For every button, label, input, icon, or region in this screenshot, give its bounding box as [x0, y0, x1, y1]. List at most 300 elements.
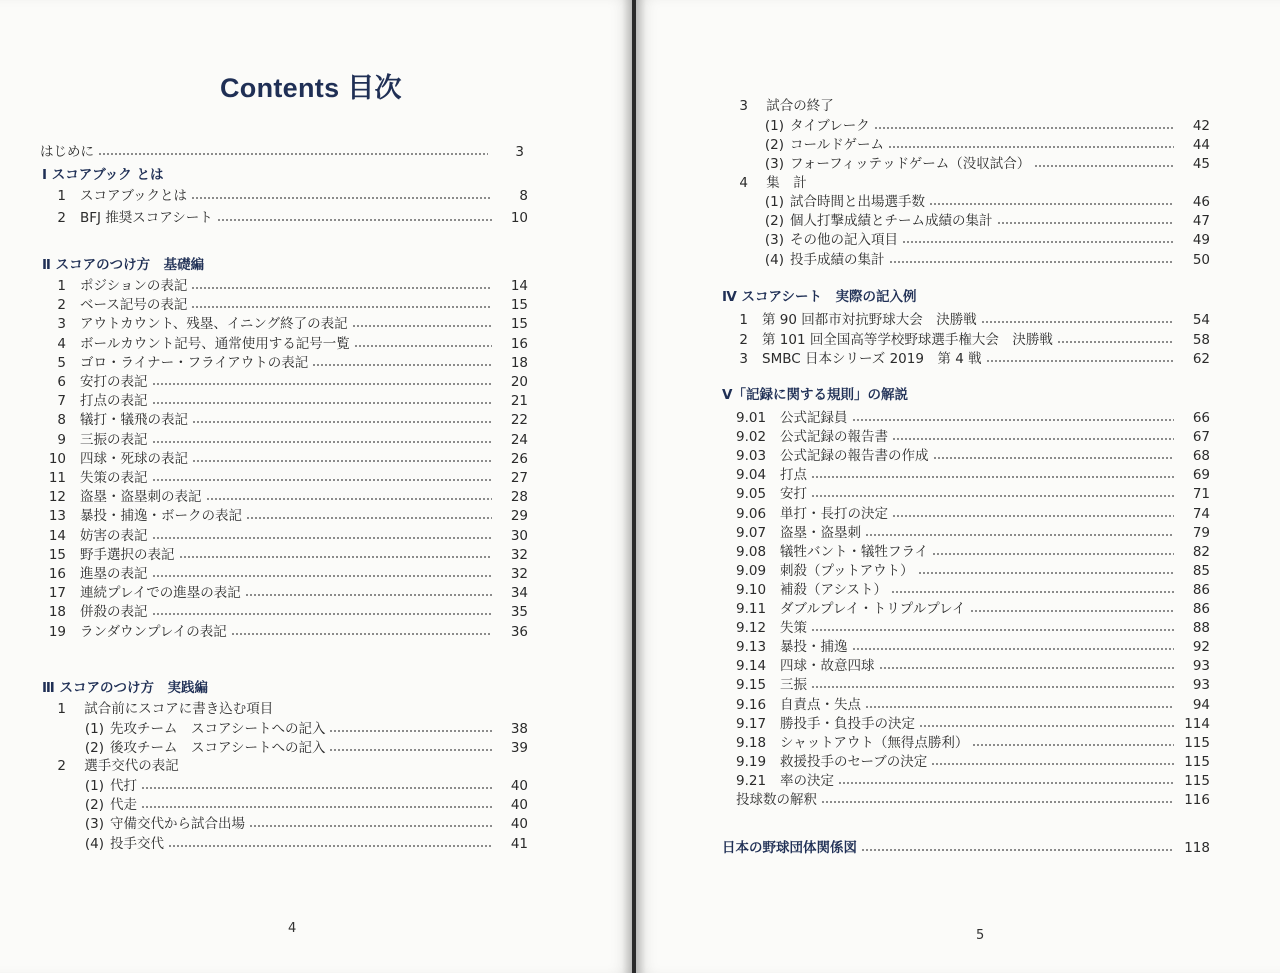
- toc-label: 連続プレイでの進塁の表記: [80, 585, 241, 602]
- toc-number: 9.14: [736, 658, 767, 675]
- toc-number: 9.03: [736, 448, 767, 465]
- toc-number: (1): [764, 118, 784, 134]
- page-number: 5: [976, 928, 985, 943]
- toc-entry: [736, 524, 1210, 543]
- toc-label: 暴投・捕逸・ボークの表記: [80, 508, 242, 525]
- leader-dots: [874, 127, 1174, 129]
- toc-page: 118: [1184, 840, 1210, 856]
- toc-page: 27: [510, 470, 528, 486]
- toc-number: 9: [57, 431, 66, 448]
- toc-entry: [760, 251, 1210, 270]
- toc-entry: [736, 428, 1210, 447]
- leader-dots: [191, 306, 492, 308]
- toc-entry: [40, 373, 528, 392]
- toc-number: (2): [764, 137, 784, 154]
- toc-label: ランダウンプレイの表記: [80, 623, 227, 640]
- toc-entry: [736, 447, 1210, 466]
- leader-dots: [838, 782, 1174, 784]
- toc-number: 9.21: [736, 772, 767, 789]
- leader-dots: [141, 806, 492, 808]
- toc-number: (3): [764, 232, 784, 249]
- toc-entry: [736, 619, 1210, 638]
- toc-label: 先攻チーム スコアシートへの記入: [110, 721, 326, 737]
- toc-entry: [736, 331, 1210, 350]
- toc-entry: [40, 623, 528, 642]
- toc-page: 46: [1192, 194, 1210, 210]
- toc-number: 2: [57, 758, 66, 774]
- leader-dots: [352, 325, 492, 327]
- toc-entry: [40, 277, 528, 296]
- toc-number: 13: [48, 508, 66, 525]
- toc-label: スコアブックとは: [80, 188, 188, 204]
- toc-label: 代打: [110, 778, 137, 794]
- leader-dots: [852, 419, 1175, 421]
- leader-dots: [891, 591, 1174, 593]
- toc-entry: [40, 507, 528, 526]
- leader-dots: [191, 197, 492, 199]
- toc-number: 9.11: [736, 601, 767, 617]
- toc-label: 試合の終了: [766, 98, 834, 114]
- toc-page: 3: [515, 144, 524, 160]
- toc-entry: [736, 505, 1210, 524]
- toc-group-1: [40, 700, 273, 719]
- toc-number: 2: [739, 331, 748, 348]
- leader-dots: [168, 845, 492, 847]
- toc-number: (1): [84, 721, 104, 737]
- leader-dots: [152, 537, 493, 539]
- toc-page: 42: [1192, 118, 1210, 134]
- toc-entry: [40, 546, 528, 565]
- leader-dots: [191, 287, 492, 289]
- toc-page: 67: [1192, 429, 1210, 446]
- leader-dots: [152, 441, 493, 443]
- toc-page: 32: [510, 546, 528, 563]
- toc-label: 公式記録の報告書の作成: [780, 448, 929, 465]
- toc-entry: [80, 796, 528, 815]
- toc-page: 36: [510, 623, 528, 640]
- toc-page: 21: [510, 393, 528, 410]
- toc-number: (1): [84, 778, 104, 794]
- leader-dots: [98, 153, 488, 155]
- leader-dots: [249, 825, 492, 827]
- toc-entry: [736, 409, 1210, 428]
- toc-label: 犠牲バント・犠牲フライ: [780, 543, 929, 560]
- toc-label: ボールカウント記号、通常使用する記号一覧: [80, 335, 350, 352]
- leader-dots: [811, 686, 1174, 688]
- leader-dots: [931, 763, 1174, 765]
- toc-number: 9.17: [736, 715, 767, 732]
- toc-entry: [40, 392, 528, 411]
- toc-number: 15: [48, 546, 66, 563]
- toc-number: (2): [84, 740, 104, 757]
- toc-page: 44: [1192, 137, 1210, 154]
- toc-page: 86: [1192, 581, 1210, 598]
- toc-label: 盗塁・盗塁刺: [780, 524, 861, 541]
- toc-label: 投球数の解釈: [736, 792, 817, 808]
- toc-page: 88: [1192, 620, 1210, 637]
- toc-page: 93: [1192, 658, 1210, 675]
- leader-dots: [192, 421, 492, 423]
- toc-entry: [40, 450, 528, 469]
- toc-label: はじめに: [40, 144, 94, 160]
- leader-dots: [879, 667, 1175, 669]
- leader-dots: [179, 556, 493, 558]
- toc-page: 69: [1192, 467, 1210, 484]
- toc-number: 9.09: [736, 562, 767, 579]
- toc-label: 選手交代の表記: [84, 758, 179, 774]
- leader-dots: [206, 498, 493, 500]
- toc-label: ベース記号の表記: [80, 297, 188, 314]
- toc-label: 公式記録員: [780, 410, 848, 426]
- toc-entry: [40, 209, 528, 228]
- toc-number: 9.16: [736, 696, 767, 713]
- toc-label: 個人打撃成績とチーム成績の集計: [790, 213, 993, 230]
- toc-label: コールドゲーム: [790, 137, 884, 154]
- leader-dots: [1034, 165, 1174, 167]
- section-heading-5: Ⅴ「記録に関する規則」の解説: [722, 387, 908, 403]
- toc-page: 10: [510, 210, 528, 226]
- toc-number: 18: [48, 604, 66, 621]
- toc-page: 62: [1192, 351, 1210, 367]
- toc-entry: [736, 311, 1210, 330]
- toc-label: 進塁の表記: [80, 566, 148, 582]
- leader-dots: [892, 438, 1174, 440]
- toc-number: (3): [764, 156, 784, 173]
- toc-page: 14: [510, 278, 528, 294]
- toc-label: 犠打・犠飛の表記: [80, 412, 188, 429]
- toc-number: (4): [764, 251, 784, 268]
- toc-entry-intro: [40, 143, 524, 162]
- toc-label: 野手選択の表記: [80, 546, 175, 563]
- toc-entry: [736, 466, 1210, 485]
- toc-label: 補殺（アシスト）: [780, 581, 888, 598]
- toc-page: 35: [510, 604, 528, 621]
- toc-group-4: [736, 174, 807, 193]
- toc-label: シャットアウト（無得点勝利）: [780, 734, 969, 751]
- toc-page: 28: [510, 489, 528, 506]
- leader-dots: [888, 146, 1174, 148]
- toc-number: (3): [84, 816, 104, 833]
- toc-page: 71: [1192, 486, 1210, 503]
- toc-page: 40: [510, 778, 528, 794]
- leader-dots: [152, 402, 493, 404]
- leader-dots: [329, 749, 492, 751]
- toc-entry: [760, 136, 1210, 155]
- toc-label: 守備交代から試合出場: [110, 816, 245, 833]
- toc-group-3: [736, 97, 834, 116]
- toc-number: 1: [739, 312, 748, 328]
- toc-number: 5: [57, 354, 66, 371]
- toc-page: 20: [510, 374, 528, 390]
- toc-number: 9.06: [736, 505, 767, 522]
- leader-dots: [312, 364, 492, 366]
- toc-number: 19: [48, 623, 66, 640]
- toc-page: 82: [1192, 543, 1210, 560]
- leader-dots: [970, 610, 1175, 612]
- toc-label: 安打: [780, 486, 807, 503]
- toc-label: ポジションの表記: [80, 278, 188, 294]
- toc-page: 115: [1184, 772, 1210, 789]
- toc-entry: [736, 638, 1210, 657]
- toc-entry: [80, 720, 528, 739]
- toc-entry: [736, 485, 1210, 504]
- toc-page: 32: [510, 566, 528, 582]
- toc-number: 9.13: [736, 639, 767, 656]
- toc-page: 24: [510, 431, 528, 448]
- leader-dots: [231, 633, 492, 635]
- leader-dots: [245, 594, 492, 596]
- toc-label: 打点の表記: [80, 393, 148, 410]
- toc-label: その他の記入項目: [790, 232, 898, 249]
- toc-entry-organization-chart: [722, 839, 1210, 858]
- toc-label: 試合時間と出場選手数: [790, 194, 925, 210]
- section-heading-2: Ⅱ スコアのつけ方 基礎編: [42, 257, 205, 273]
- leader-dots: [152, 575, 493, 577]
- toc-page: 116: [1184, 792, 1210, 808]
- gutter-shadow: [636, 0, 646, 973]
- toc-entry: [736, 734, 1210, 753]
- toc-number: 9.02: [736, 429, 767, 446]
- toc-label: 第 101 回全国高等学校野球選手権大会 決勝戦: [762, 331, 1053, 348]
- toc-page: 41: [510, 835, 528, 852]
- toc-page: 26: [510, 450, 528, 467]
- toc-number: (1): [764, 194, 784, 210]
- toc-page: 115: [1184, 734, 1210, 751]
- toc-entry: [40, 527, 528, 546]
- toc-page: 45: [1192, 156, 1210, 173]
- toc-entry: [40, 565, 528, 584]
- toc-number: 9.10: [736, 581, 767, 598]
- toc-number: (2): [764, 213, 784, 230]
- toc-number: 4: [57, 335, 66, 352]
- toc-label: 三振: [780, 677, 807, 694]
- toc-label: 安打の表記: [80, 374, 148, 390]
- toc-number: 10: [48, 450, 66, 467]
- leader-dots: [981, 321, 1174, 323]
- leader-dots: [933, 457, 1175, 459]
- contents-title: Contents 目次: [220, 73, 402, 103]
- toc-page: 18: [510, 354, 528, 371]
- leader-dots: [152, 383, 493, 385]
- toc-entry: [760, 231, 1210, 250]
- toc-number: 11: [48, 470, 66, 486]
- leader-dots: [972, 744, 1174, 746]
- toc-number: 9.01: [736, 410, 767, 426]
- section-heading-3: Ⅲ スコアのつけ方 実践編: [42, 680, 208, 696]
- toc-label: 投手成績の集計: [790, 251, 885, 268]
- toc-number: 9.04: [736, 467, 767, 484]
- toc-page: 8: [519, 188, 528, 204]
- toc-number: 3: [739, 351, 748, 367]
- toc-number: 1: [57, 278, 66, 294]
- toc-number: 2: [57, 210, 66, 226]
- toc-number: 14: [48, 527, 66, 544]
- leader-dots: [354, 345, 492, 347]
- leader-dots: [986, 360, 1174, 362]
- toc-entry: [80, 815, 528, 834]
- toc-entry: [40, 335, 528, 354]
- toc-entry: [40, 411, 528, 430]
- toc-entry: [736, 350, 1210, 369]
- leader-dots: [152, 479, 493, 481]
- leader-dots: [811, 629, 1174, 631]
- toc-entry: [40, 296, 528, 315]
- toc-label: 盗塁・盗塁刺の表記: [80, 489, 202, 506]
- leader-dots: [329, 730, 492, 732]
- section-heading-4: Ⅳ スコアシート 実際の記入例: [722, 289, 917, 305]
- toc-entry: [40, 603, 528, 622]
- leader-dots: [932, 553, 1174, 555]
- toc-label: 打点: [780, 467, 807, 484]
- toc-number: (2): [84, 797, 104, 814]
- toc-entry-pitch-count: [736, 791, 1210, 810]
- toc-label: 四球・故意四球: [780, 658, 875, 675]
- toc-page: 22: [510, 412, 528, 429]
- toc-entry: [40, 431, 528, 450]
- section-heading-1: Ⅰ スコアブック とは: [42, 167, 164, 183]
- toc-page: 68: [1192, 448, 1210, 465]
- toc-number: 9.08: [736, 543, 767, 560]
- toc-label: 試合前にスコアに書き込む項目: [84, 701, 274, 717]
- left-page: [0, 0, 632, 973]
- leader-dots: [811, 476, 1174, 478]
- toc-number: 9.07: [736, 524, 767, 541]
- toc-entry: [736, 562, 1210, 581]
- leader-dots: [902, 241, 1174, 243]
- toc-entry: [736, 676, 1210, 695]
- toc-number: 6: [57, 374, 66, 390]
- leader-dots: [919, 725, 1174, 727]
- toc-number: 9.12: [736, 620, 767, 637]
- toc-number: 4: [739, 175, 748, 191]
- toc-page: 58: [1192, 331, 1210, 348]
- toc-number: 3: [739, 98, 748, 114]
- leader-dots: [865, 706, 1174, 708]
- toc-page: 34: [510, 585, 528, 602]
- toc-page: 30: [510, 527, 528, 544]
- toc-page: 54: [1192, 312, 1210, 328]
- toc-page: 74: [1192, 505, 1210, 522]
- toc-page: 15: [510, 297, 528, 314]
- leader-dots: [1057, 341, 1174, 343]
- toc-entry: [40, 354, 528, 373]
- gutter-shadow: [622, 0, 632, 973]
- toc-page: 115: [1184, 753, 1210, 770]
- toc-entry: [80, 835, 528, 854]
- toc-number: 9.15: [736, 677, 767, 694]
- toc-entry: [40, 488, 528, 507]
- toc-entry: [760, 117, 1210, 136]
- leader-dots: [141, 787, 492, 789]
- toc-label: 公式記録の報告書: [780, 429, 888, 446]
- toc-label: 刺殺（プットアウト）: [780, 562, 914, 579]
- toc-page: 94: [1192, 696, 1210, 713]
- toc-group-2: [40, 757, 179, 776]
- toc-entry: [760, 193, 1210, 212]
- toc-entry: [760, 155, 1210, 174]
- toc-entry: [736, 543, 1210, 562]
- leader-dots: [929, 203, 1174, 205]
- toc-label: 代走: [110, 797, 137, 814]
- toc-page: 79: [1192, 524, 1210, 541]
- toc-page: 47: [1192, 213, 1210, 230]
- leader-dots: [892, 515, 1174, 517]
- toc-number: 7: [57, 393, 66, 410]
- toc-label: 失策: [780, 620, 807, 637]
- toc-page: 39: [510, 740, 528, 757]
- toc-label: ゴロ・ライナー・フライアウトの表記: [80, 354, 309, 371]
- toc-entry: [40, 187, 528, 206]
- toc-label: 単打・長打の決定: [780, 505, 888, 522]
- toc-label: 日本の野球団体関係図: [722, 840, 857, 856]
- toc-number: 1: [57, 701, 66, 717]
- toc-page: 86: [1192, 601, 1210, 617]
- toc-label: BFJ 推奨スコアシート: [80, 210, 213, 226]
- toc-entry: [736, 772, 1210, 791]
- toc-label: 勝投手・負投手の決定: [780, 715, 915, 732]
- toc-label: SMBC 日本シリーズ 2019 第 4 戦: [762, 351, 982, 367]
- toc-label: アウトカウント、残塁、イニング終了の表記: [80, 316, 348, 333]
- toc-label: 救援投手のセーブの決定: [780, 753, 928, 770]
- toc-entry: [736, 715, 1210, 734]
- toc-page: 40: [510, 816, 528, 833]
- toc-page: 16: [510, 335, 528, 352]
- toc-label: 暴投・捕逸: [780, 639, 848, 656]
- toc-page: 50: [1192, 251, 1210, 268]
- toc-entry: [736, 581, 1210, 600]
- toc-number: 9.18: [736, 734, 767, 751]
- leader-dots: [861, 849, 1174, 851]
- toc-entry: [736, 753, 1210, 772]
- toc-number: 1: [57, 188, 66, 204]
- toc-entry: [80, 777, 528, 796]
- toc-label: 率の決定: [780, 772, 834, 789]
- toc-number: 17: [48, 585, 66, 602]
- toc-page: 114: [1184, 715, 1210, 732]
- leader-dots: [217, 219, 492, 221]
- leader-dots: [918, 572, 1174, 574]
- toc-page: 40: [510, 797, 528, 814]
- toc-number: 9.05: [736, 486, 767, 503]
- leader-dots: [821, 801, 1174, 803]
- leader-dots: [889, 261, 1175, 263]
- leader-dots: [246, 517, 492, 519]
- toc-number: 2: [57, 297, 66, 314]
- toc-label: 自責点・失点: [780, 696, 861, 713]
- toc-label: 三振の表記: [80, 431, 148, 448]
- toc-number: 12: [48, 489, 66, 506]
- toc-label: 妨害の表記: [80, 527, 148, 544]
- toc-entry: [760, 212, 1210, 231]
- toc-entry: [40, 469, 528, 488]
- toc-label: 後攻チーム スコアシートへの記入: [110, 740, 326, 757]
- toc-page: 15: [510, 316, 528, 333]
- toc-label: タイブレーク: [790, 118, 870, 134]
- toc-page: 38: [510, 721, 528, 737]
- toc-label: 投手交代: [110, 835, 164, 852]
- toc-entry: [736, 696, 1210, 715]
- leader-dots: [192, 460, 492, 462]
- toc-label: 集 計: [766, 175, 807, 191]
- toc-page: 85: [1192, 562, 1210, 579]
- toc-label: 第 90 回都市対抗野球大会 決勝戦: [762, 312, 977, 328]
- toc-number: (4): [84, 835, 104, 852]
- leader-dots: [152, 613, 493, 615]
- toc-label: 併殺の表記: [80, 604, 148, 621]
- toc-page: 49: [1192, 232, 1210, 249]
- toc-number: 9.19: [736, 753, 767, 770]
- toc-page: 92: [1192, 639, 1210, 656]
